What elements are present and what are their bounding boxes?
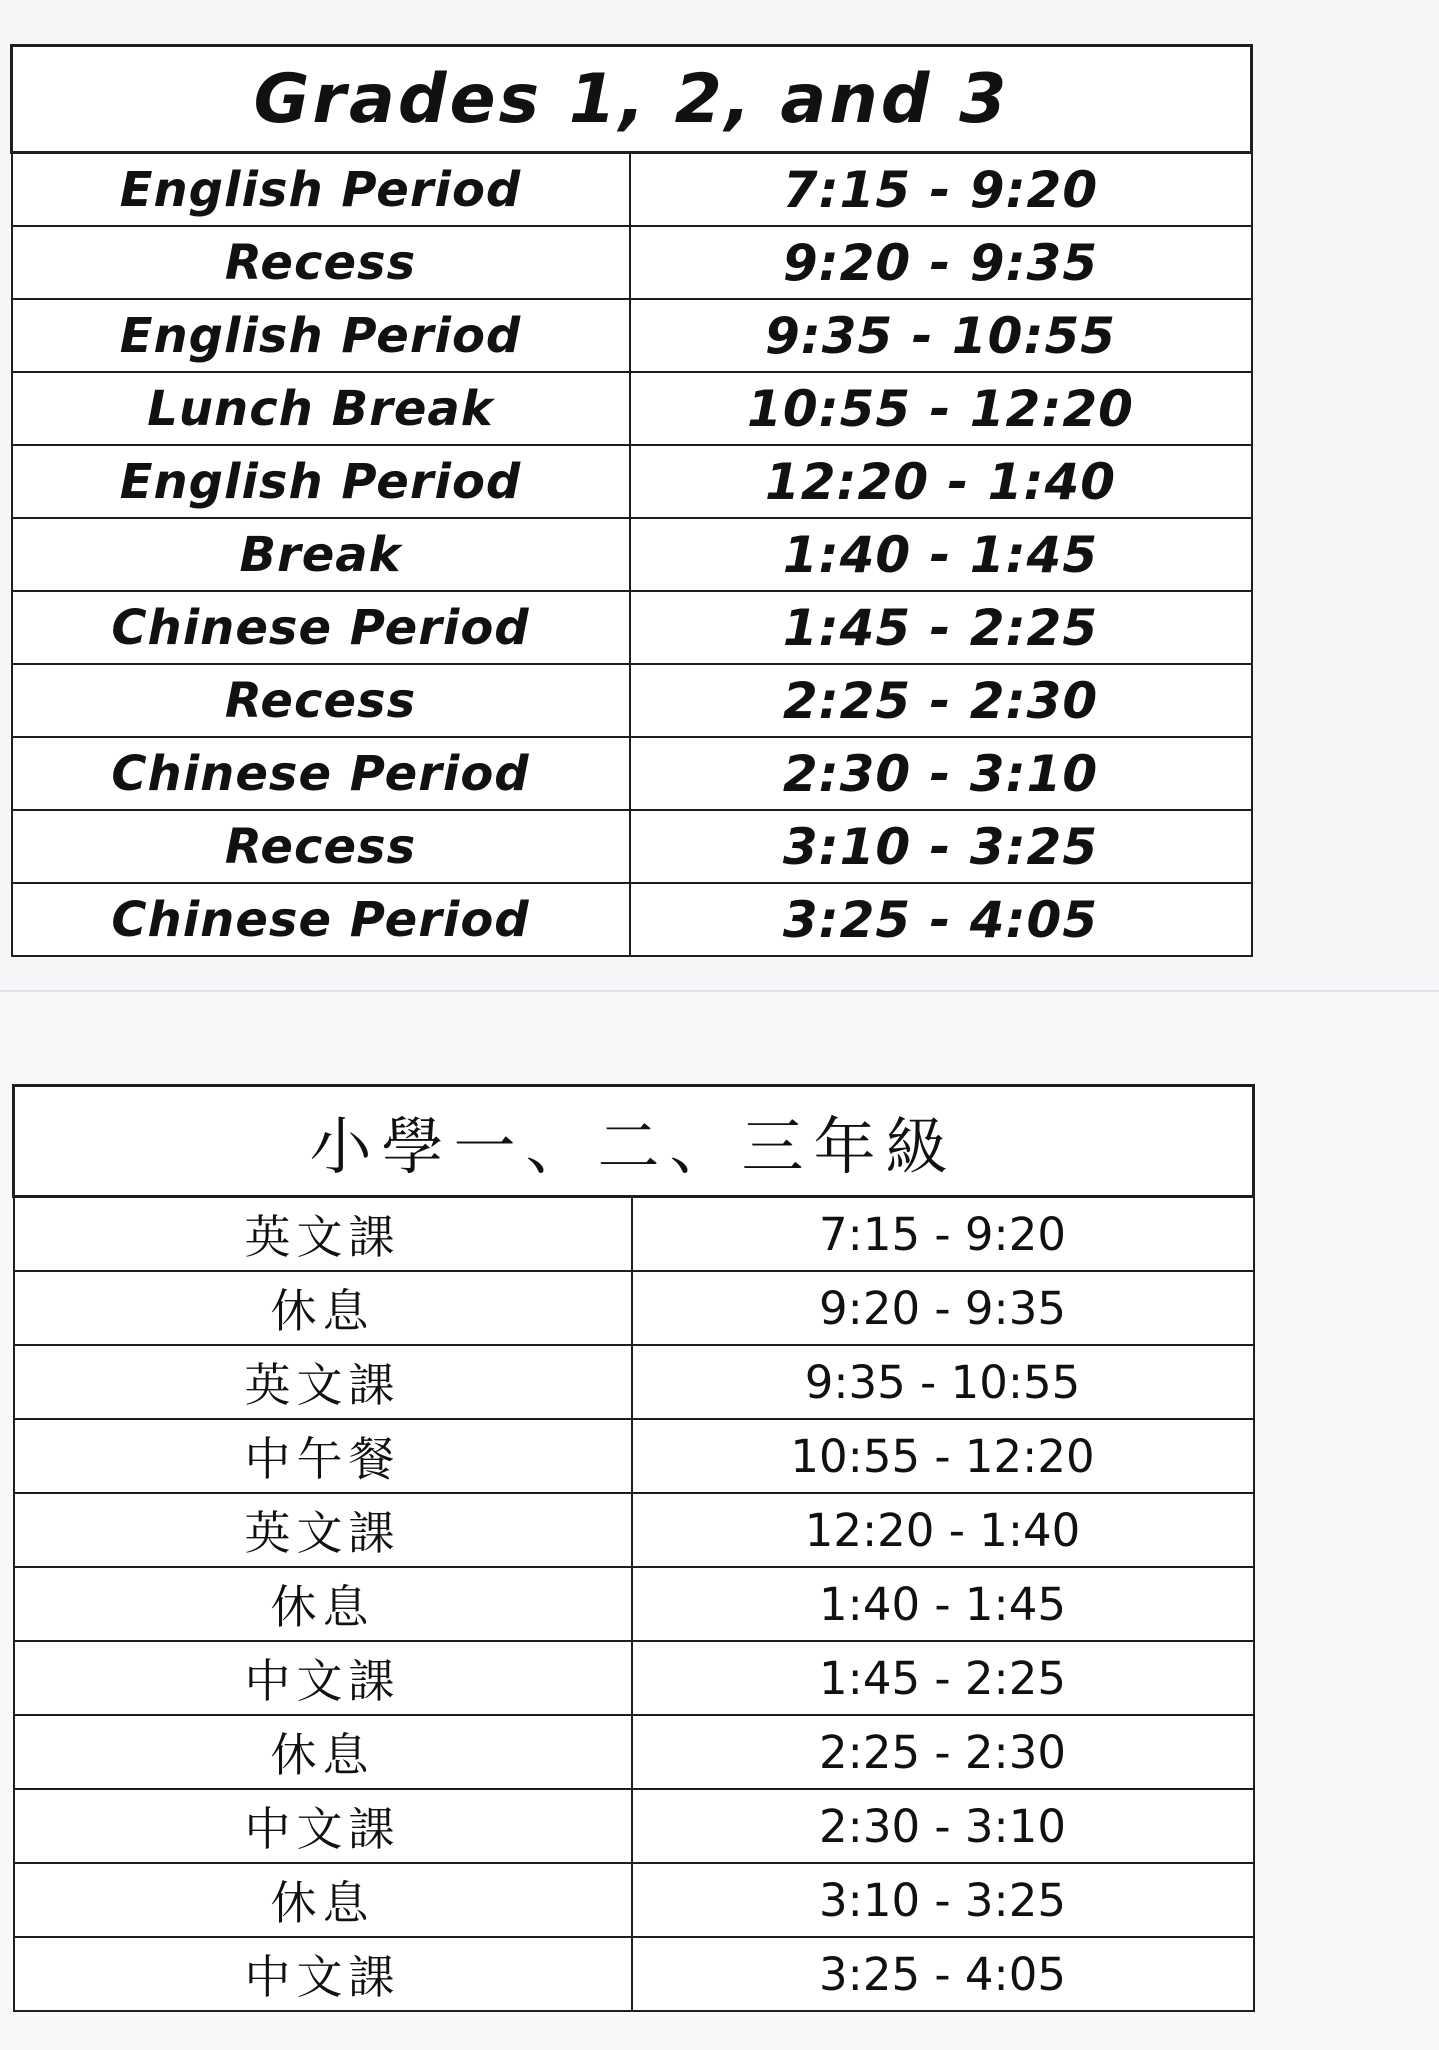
- time-cell: 2:25 - 2:30: [632, 1715, 1254, 1789]
- schedule-row: [14, 1271, 1254, 1345]
- activity-cell: Recess: [12, 810, 630, 883]
- activity-cell: 中文課: [14, 1789, 632, 1863]
- time-cell: 10:55 - 12:20: [630, 372, 1252, 445]
- chinese-schedule-title: 小學一、二、三年級: [14, 1086, 1254, 1197]
- activity-cell: Lunch Break: [12, 372, 630, 445]
- time-cell: 2:30 - 3:10: [630, 737, 1252, 810]
- schedule-row: [12, 372, 1252, 445]
- schedule-row: [12, 445, 1252, 518]
- time-cell: 9:35 - 10:55: [632, 1345, 1254, 1419]
- activity-cell: English Period: [12, 445, 630, 518]
- time-cell: 7:15 - 9:20: [630, 153, 1252, 227]
- time-cell: 1:40 - 1:45: [630, 518, 1252, 591]
- schedule-row: [14, 1641, 1254, 1715]
- activity-cell: 英文課: [14, 1197, 632, 1272]
- activity-cell: 中文課: [14, 1937, 632, 2011]
- english-schedule-title: Grades 1, 2, and 3: [12, 46, 1252, 153]
- schedule-row: [12, 737, 1252, 810]
- schedule-row: [14, 1715, 1254, 1789]
- schedule-row: [14, 1937, 1254, 2011]
- time-cell: 1:45 - 2:25: [630, 591, 1252, 664]
- activity-cell: 休息: [14, 1863, 632, 1937]
- time-cell: 9:20 - 9:35: [632, 1271, 1254, 1345]
- time-cell: 2:30 - 3:10: [632, 1789, 1254, 1863]
- activity-cell: Break: [12, 518, 630, 591]
- activity-cell: 英文課: [14, 1493, 632, 1567]
- schedule-row: [14, 1567, 1254, 1641]
- time-cell: 1:40 - 1:45: [632, 1567, 1254, 1641]
- schedule-row: [12, 810, 1252, 883]
- schedule-row: [14, 1493, 1254, 1567]
- activity-cell: Chinese Period: [12, 737, 630, 810]
- time-cell: 9:35 - 10:55: [630, 299, 1252, 372]
- activity-cell: 休息: [14, 1715, 632, 1789]
- schedule-row: [14, 1197, 1254, 1272]
- schedule-row: [12, 299, 1252, 372]
- schedule-row: [12, 664, 1252, 737]
- schedule-row: [14, 1419, 1254, 1493]
- time-cell: 3:25 - 4:05: [632, 1937, 1254, 2011]
- schedule-row: [12, 518, 1252, 591]
- activity-cell: 休息: [14, 1567, 632, 1641]
- activity-cell: 英文課: [14, 1345, 632, 1419]
- time-cell: 2:25 - 2:30: [630, 664, 1252, 737]
- time-cell: 3:10 - 3:25: [630, 810, 1252, 883]
- activity-cell: Chinese Period: [12, 591, 630, 664]
- activity-cell: Recess: [12, 226, 630, 299]
- schedule-row: [12, 591, 1252, 664]
- activity-cell: 中午餐: [14, 1419, 632, 1493]
- activity-cell: Recess: [12, 664, 630, 737]
- chinese-schedule-table: [12, 1084, 1255, 2012]
- activity-cell: 中文課: [14, 1641, 632, 1715]
- time-cell: 3:10 - 3:25: [632, 1863, 1254, 1937]
- schedule-row: [12, 153, 1252, 227]
- schedule-row: [12, 226, 1252, 299]
- time-cell: 10:55 - 12:20: [632, 1419, 1254, 1493]
- schedule-row: [14, 1863, 1254, 1937]
- activity-cell: 休息: [14, 1271, 632, 1345]
- time-cell: 9:20 - 9:35: [630, 226, 1252, 299]
- time-cell: 1:45 - 2:25: [632, 1641, 1254, 1715]
- activity-cell: English Period: [12, 153, 630, 227]
- time-cell: 12:20 - 1:40: [632, 1493, 1254, 1567]
- activity-cell: English Period: [12, 299, 630, 372]
- schedule-row: [14, 1789, 1254, 1863]
- time-cell: 3:25 - 4:05: [630, 883, 1252, 956]
- time-cell: 12:20 - 1:40: [630, 445, 1252, 518]
- schedule-row: [14, 1345, 1254, 1419]
- english-schedule-table: [10, 44, 1253, 957]
- schedule-row: [12, 883, 1252, 956]
- time-cell: 7:15 - 9:20: [632, 1197, 1254, 1272]
- activity-cell: Chinese Period: [12, 883, 630, 956]
